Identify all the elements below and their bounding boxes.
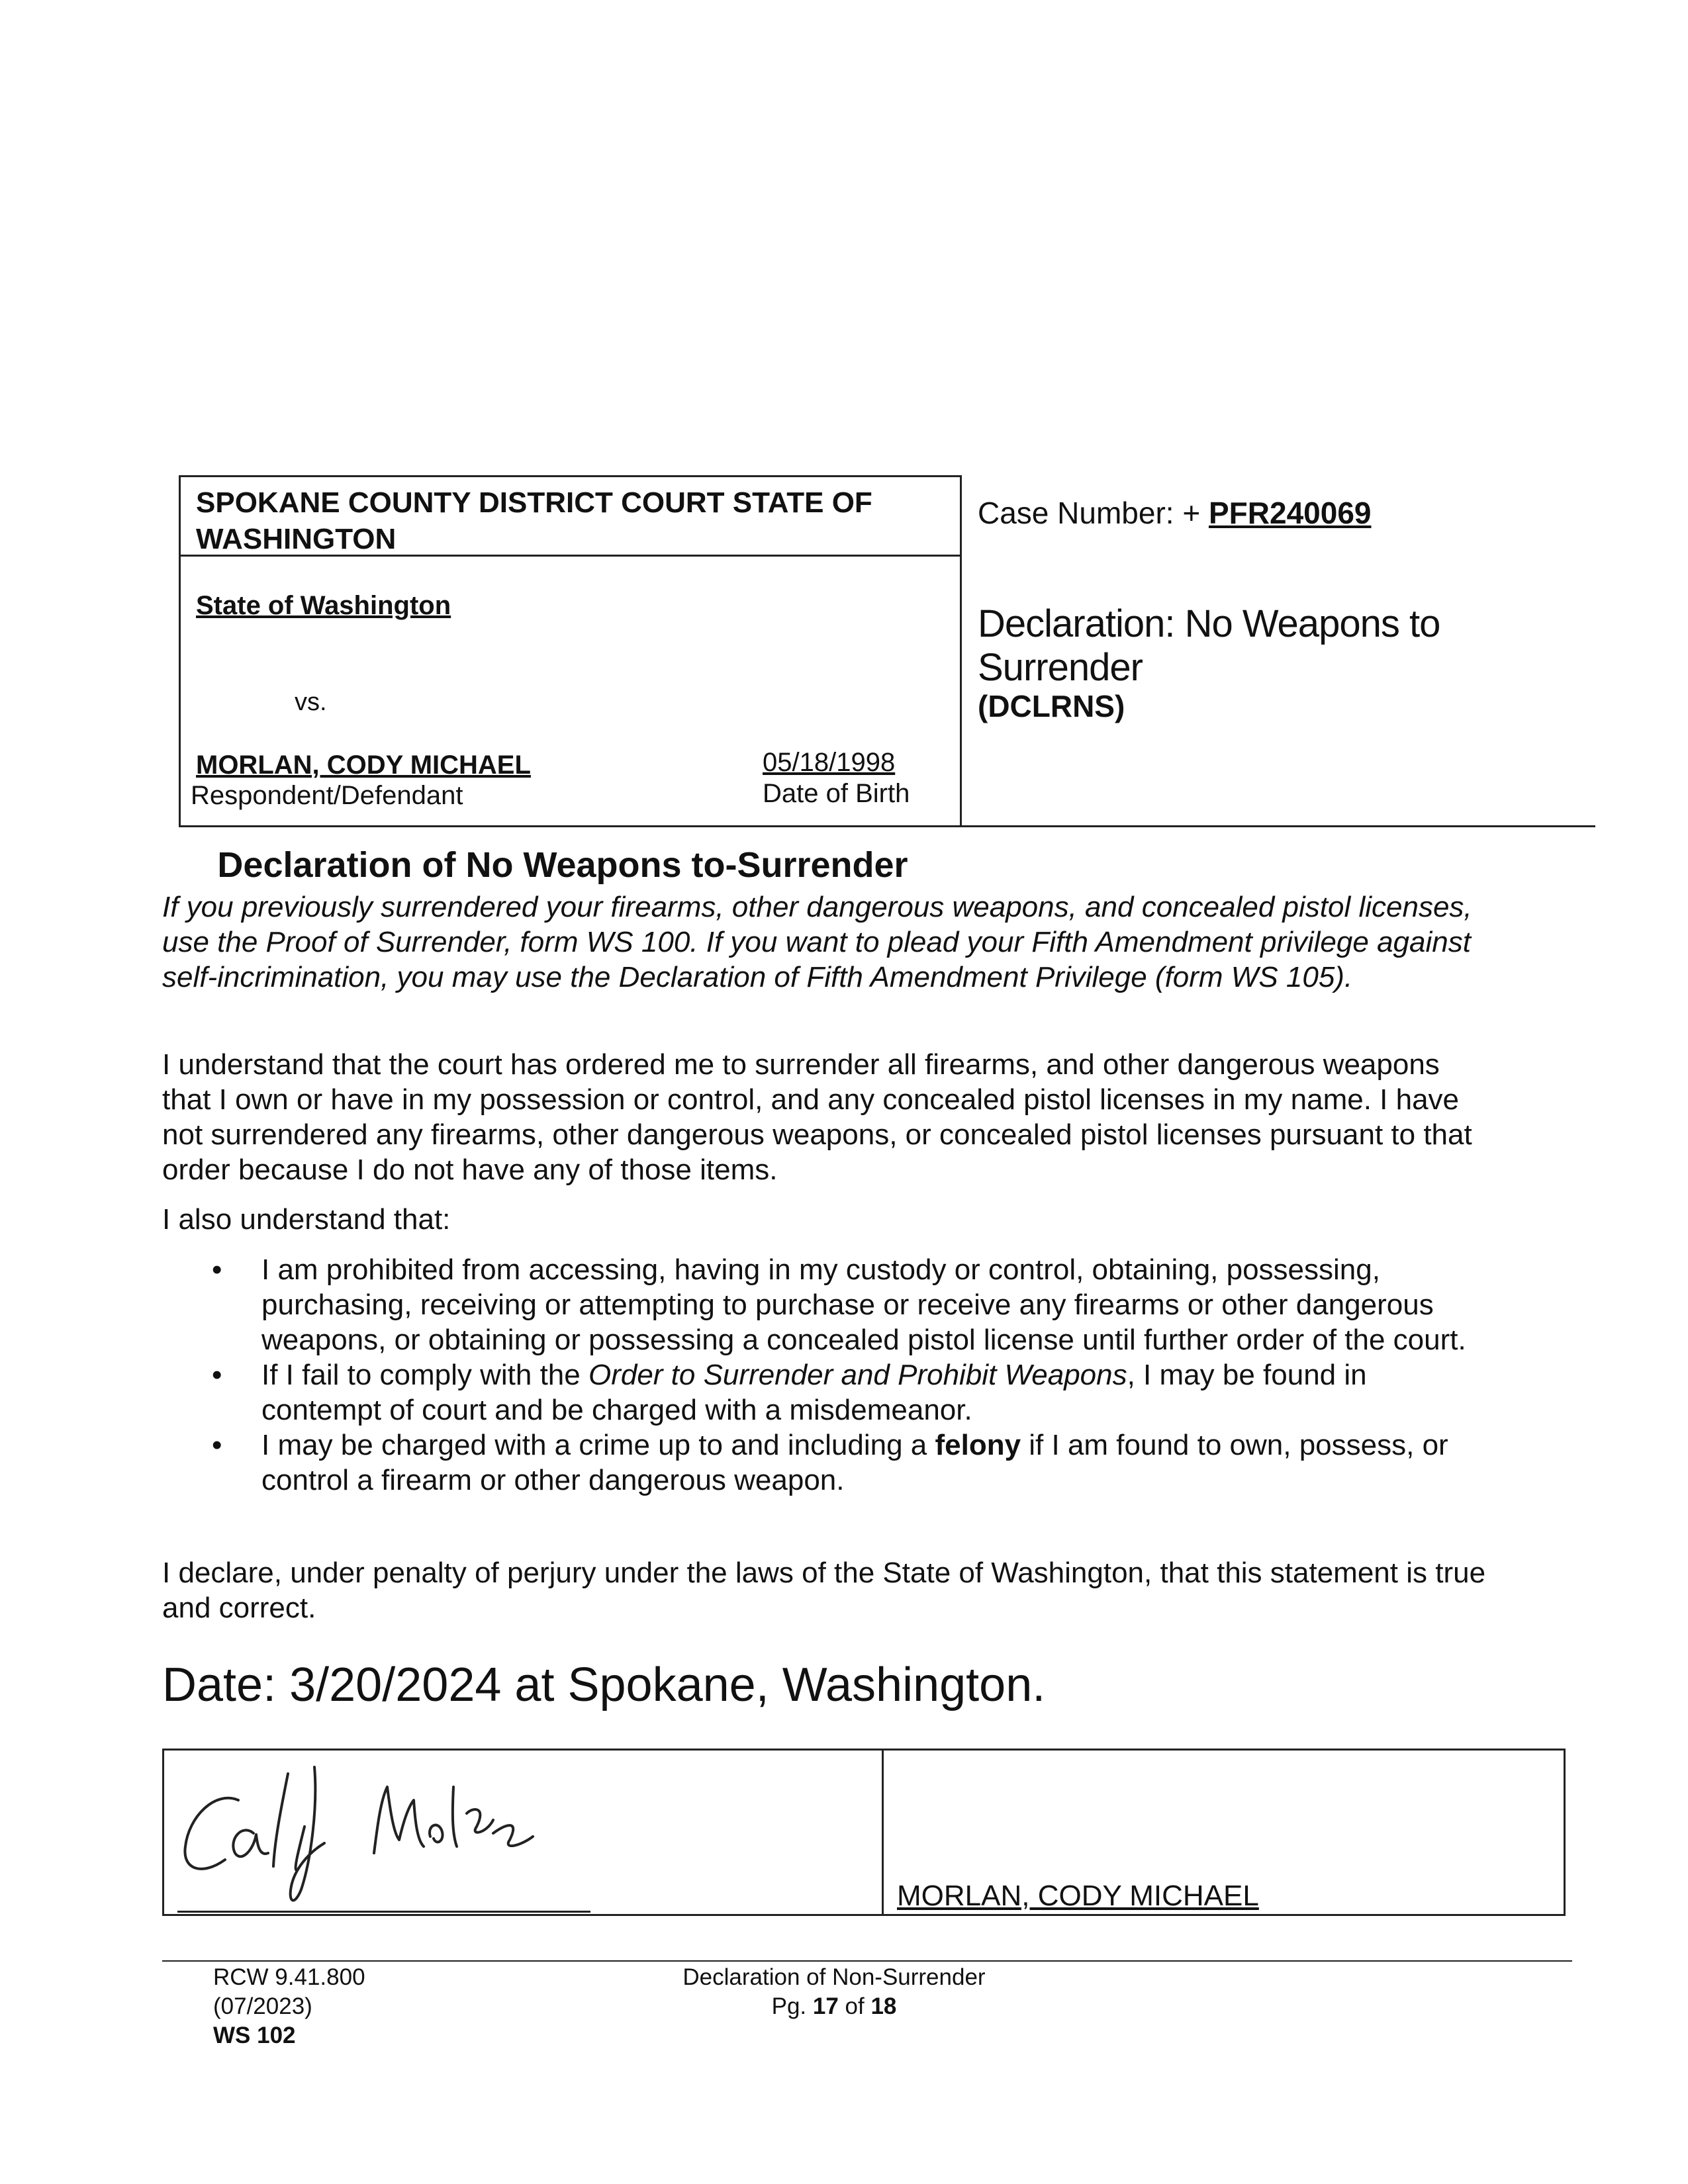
- page-total: 18: [870, 1993, 897, 2019]
- case-number: PFR240069: [1208, 496, 1372, 530]
- plaintiff-name: State of Washington: [196, 591, 451, 620]
- defendant-name: MORLAN, CODY MICHAEL: [196, 751, 531, 780]
- caption-bottom-rule: [960, 825, 1595, 827]
- footer-rule: [162, 1960, 1572, 1962]
- form-code: (DCLRNS): [978, 689, 1125, 723]
- footer-center: [669, 1963, 1000, 2021]
- bullet-text-pre: I may be charged with a crime up to and including a: [261, 1429, 935, 1461]
- list-item: [162, 1252, 1486, 1357]
- page-number: 17: [812, 1993, 839, 2019]
- instructions-text: If you previously surrendered your firearms, other dangerous weapons, and concealed pistol licenses, use the Proof of Surrender, form WS 100. If you want to plead your Fifth Amendment privilege against self-incrimination, you may use the Declaration of Fifth Amendment Privilege (form WS 105).: [162, 891, 1472, 993]
- perjury-declaration: I declare, under penalty of perjury under the laws of the State of Washington, that this statement is true and correct.: [162, 1557, 1486, 1624]
- felony-emphasis: felony: [935, 1429, 1021, 1461]
- footer-title: Declaration of Non-Surrender: [682, 1964, 986, 1990]
- page-indicator: [669, 1992, 1000, 2021]
- date-of-birth: 05/18/1998: [763, 748, 896, 777]
- form-title: Declaration: No Weapons to Surrender: [978, 602, 1440, 689]
- date-location-line: Date: 3/20/2024 at Spokane, Washington.: [162, 1659, 1046, 1711]
- bullet-icon: •: [212, 1253, 222, 1286]
- page-prefix: Pg.: [771, 1993, 813, 2019]
- page-separator: of: [838, 1993, 871, 2019]
- form-number: WS 102: [213, 2023, 296, 2048]
- date-of-birth-label: Date of Birth: [763, 779, 910, 808]
- bullet-text-pre: If I fail to comply with the: [261, 1359, 588, 1391]
- list-item: [162, 1428, 1486, 1498]
- statute-reference: RCW 9.41.800: [213, 1964, 365, 1990]
- case-number-line: [978, 495, 1371, 531]
- bullet-text-post: , I may be found in contempt of court and be charged with a misdemeanor.: [261, 1359, 1367, 1426]
- paragraph-understanding: I understand that the court has ordered me to surrender all firearms, and other dangerous weapons that I own or have in my possession or control, and any concealed pistol licenses in my name. I have not surrendered any firearms, other dangerous weapons, or concealed pistol licenses pursuant to that order because I do not have any of those items.: [162, 1048, 1472, 1186]
- versus-label: vs.: [295, 688, 327, 716]
- bullet-icon: •: [212, 1429, 222, 1461]
- handwritten-signature: [175, 1754, 599, 1906]
- bullet-text-post: if I am found to own, possess, or control a firearm or other dangerous weapon.: [261, 1429, 1448, 1496]
- document-heading: Declaration of No Weapons to-Surrender: [217, 845, 908, 885]
- bullet-icon: •: [212, 1359, 222, 1391]
- order-title: Order to Surrender and Prohibit Weapons: [588, 1359, 1127, 1391]
- court-name: SPOKANE COUNTY DISTRICT COURT STATE OF WASHINGTON: [196, 486, 872, 555]
- signature-line: [177, 1911, 590, 1913]
- list-item: [162, 1357, 1486, 1428]
- revision-date: (07/2023): [213, 1993, 312, 2019]
- bullet-text: I am prohibited from accessing, having in my custody or control, obtaining, possessing, purchasing, receiving or attempting to purchase or receive any firearms or other dangerous weapons, or obtaining or possessing a concealed pistol license until further order of the court.: [261, 1253, 1466, 1356]
- case-number-label: Case Number: +: [978, 496, 1209, 530]
- signer-printed-name: MORLAN, CODY MICHAEL: [897, 1880, 1259, 1912]
- footer-left: [213, 1963, 365, 2050]
- defendant-role: Respondent/Defendant: [191, 781, 463, 810]
- paragraph-also-understand: I also understand that:: [162, 1203, 451, 1236]
- signature-divider: [882, 1749, 884, 1916]
- conditions-list: [162, 1252, 1486, 1498]
